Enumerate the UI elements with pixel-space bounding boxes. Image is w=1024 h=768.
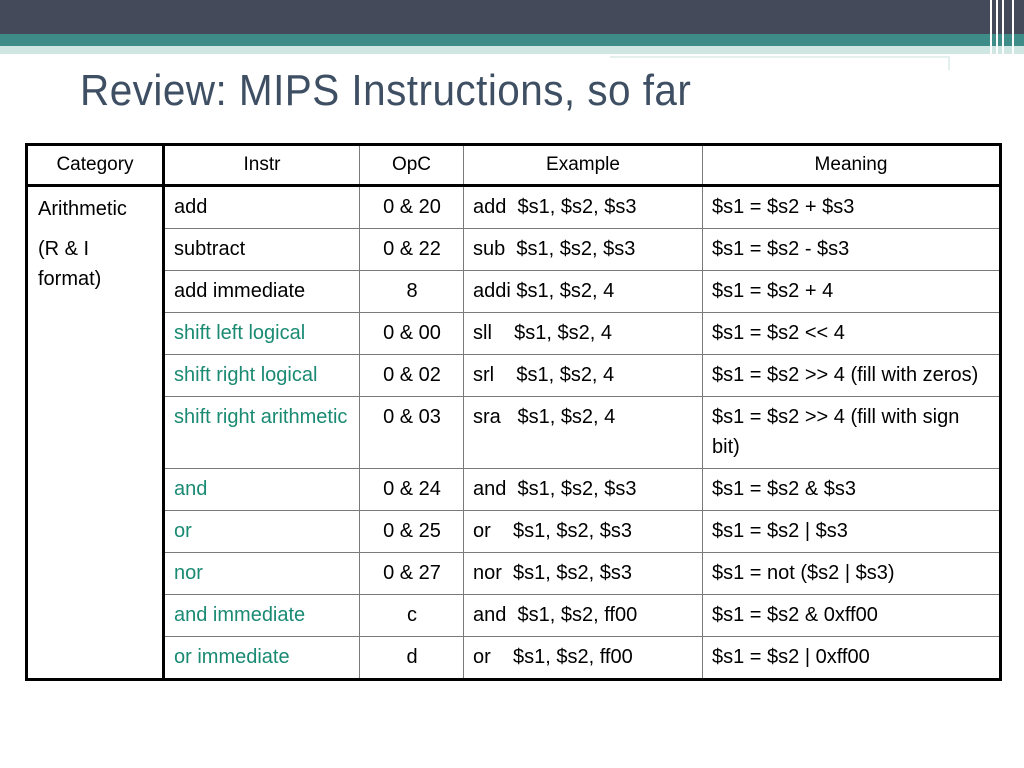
opc-cell: 0 & 02 <box>360 355 464 397</box>
example-cell: sra $s1, $s2, 4 <box>464 397 703 469</box>
table-row <box>27 511 1001 553</box>
category-format: (R & I format) <box>38 238 102 290</box>
header-example: Example <box>464 145 703 186</box>
example-cell: or $s1, $s2, $s3 <box>464 511 703 553</box>
meaning-cell: $s1 = $s2 >> 4 (fill with sign bit) <box>703 397 1001 469</box>
category-name: Arithmetic <box>38 198 127 220</box>
instr-cell: shift right logical <box>164 355 360 397</box>
table-row <box>27 313 1001 355</box>
meaning-cell: $s1 = $s2 - $s3 <box>703 229 1001 271</box>
header-instr: Instr <box>164 145 360 186</box>
table-row <box>27 469 1001 511</box>
instr-cell: shift right arithmetic <box>164 397 360 469</box>
instr-cell: nor <box>164 553 360 595</box>
meaning-cell: $s1 = $s2 + 4 <box>703 271 1001 313</box>
meaning-cell: $s1 = $s2 & $s3 <box>703 469 1001 511</box>
example-cell: or $s1, $s2, ff00 <box>464 637 703 680</box>
opc-cell: d <box>360 637 464 680</box>
header-bar-dark <box>0 0 1024 34</box>
opc-cell: 0 & 00 <box>360 313 464 355</box>
slide-title: Review: MIPS Instructions, so far <box>80 66 692 115</box>
instr-cell: or immediate <box>164 637 360 680</box>
example-cell: sub $s1, $s2, $s3 <box>464 229 703 271</box>
decorative-rule <box>610 56 948 58</box>
example-cell: add $s1, $s2, $s3 <box>464 186 703 229</box>
header-category: Category <box>27 145 164 186</box>
instr-cell: shift left logical <box>164 313 360 355</box>
table-row <box>27 271 1001 313</box>
example-cell: addi $s1, $s2, 4 <box>464 271 703 313</box>
opc-cell: 8 <box>360 271 464 313</box>
table-row <box>27 553 1001 595</box>
header-bar-light <box>0 46 1024 54</box>
instr-cell: subtract <box>164 229 360 271</box>
meaning-cell: $s1 = $s2 | $s3 <box>703 511 1001 553</box>
instr-cell: and immediate <box>164 595 360 637</box>
meaning-cell: $s1 = $s2 | 0xff00 <box>703 637 1001 680</box>
meaning-cell: $s1 = $s2 >> 4 (fill with zeros) <box>703 355 1001 397</box>
table-row <box>27 229 1001 271</box>
instr-cell: or <box>164 511 360 553</box>
header-bar-teal <box>0 34 1024 46</box>
instr-cell: add immediate <box>164 271 360 313</box>
meaning-cell: $s1 = $s2 << 4 <box>703 313 1001 355</box>
table-row <box>27 595 1001 637</box>
example-cell: and $s1, $s2, $s3 <box>464 469 703 511</box>
category-cell <box>27 186 164 680</box>
example-cell: sll $s1, $s2, 4 <box>464 313 703 355</box>
opc-cell: 0 & 22 <box>360 229 464 271</box>
table-row <box>27 397 1001 469</box>
meaning-cell: $s1 = $s2 & 0xff00 <box>703 595 1001 637</box>
opc-cell: 0 & 27 <box>360 553 464 595</box>
table-row <box>27 355 1001 397</box>
example-cell: nor $s1, $s2, $s3 <box>464 553 703 595</box>
table-row <box>27 637 1001 680</box>
instr-cell: and <box>164 469 360 511</box>
meaning-cell: $s1 = not ($s2 | $s3) <box>703 553 1001 595</box>
instr-cell: add <box>164 186 360 229</box>
corner-stripes <box>982 0 1024 60</box>
example-cell: and $s1, $s2, ff00 <box>464 595 703 637</box>
header-meaning: Meaning <box>703 145 1001 186</box>
header-opc: OpC <box>360 145 464 186</box>
opc-cell: c <box>360 595 464 637</box>
decorative-rule-tick <box>948 56 950 70</box>
mips-instructions-table <box>25 143 1002 681</box>
table-row <box>27 186 1001 229</box>
opc-cell: 0 & 24 <box>360 469 464 511</box>
example-cell: srl $s1, $s2, 4 <box>464 355 703 397</box>
meaning-cell: $s1 = $s2 + $s3 <box>703 186 1001 229</box>
opc-cell: 0 & 25 <box>360 511 464 553</box>
opc-cell: 0 & 03 <box>360 397 464 469</box>
opc-cell: 0 & 20 <box>360 186 464 229</box>
table-header-row <box>27 145 1001 186</box>
